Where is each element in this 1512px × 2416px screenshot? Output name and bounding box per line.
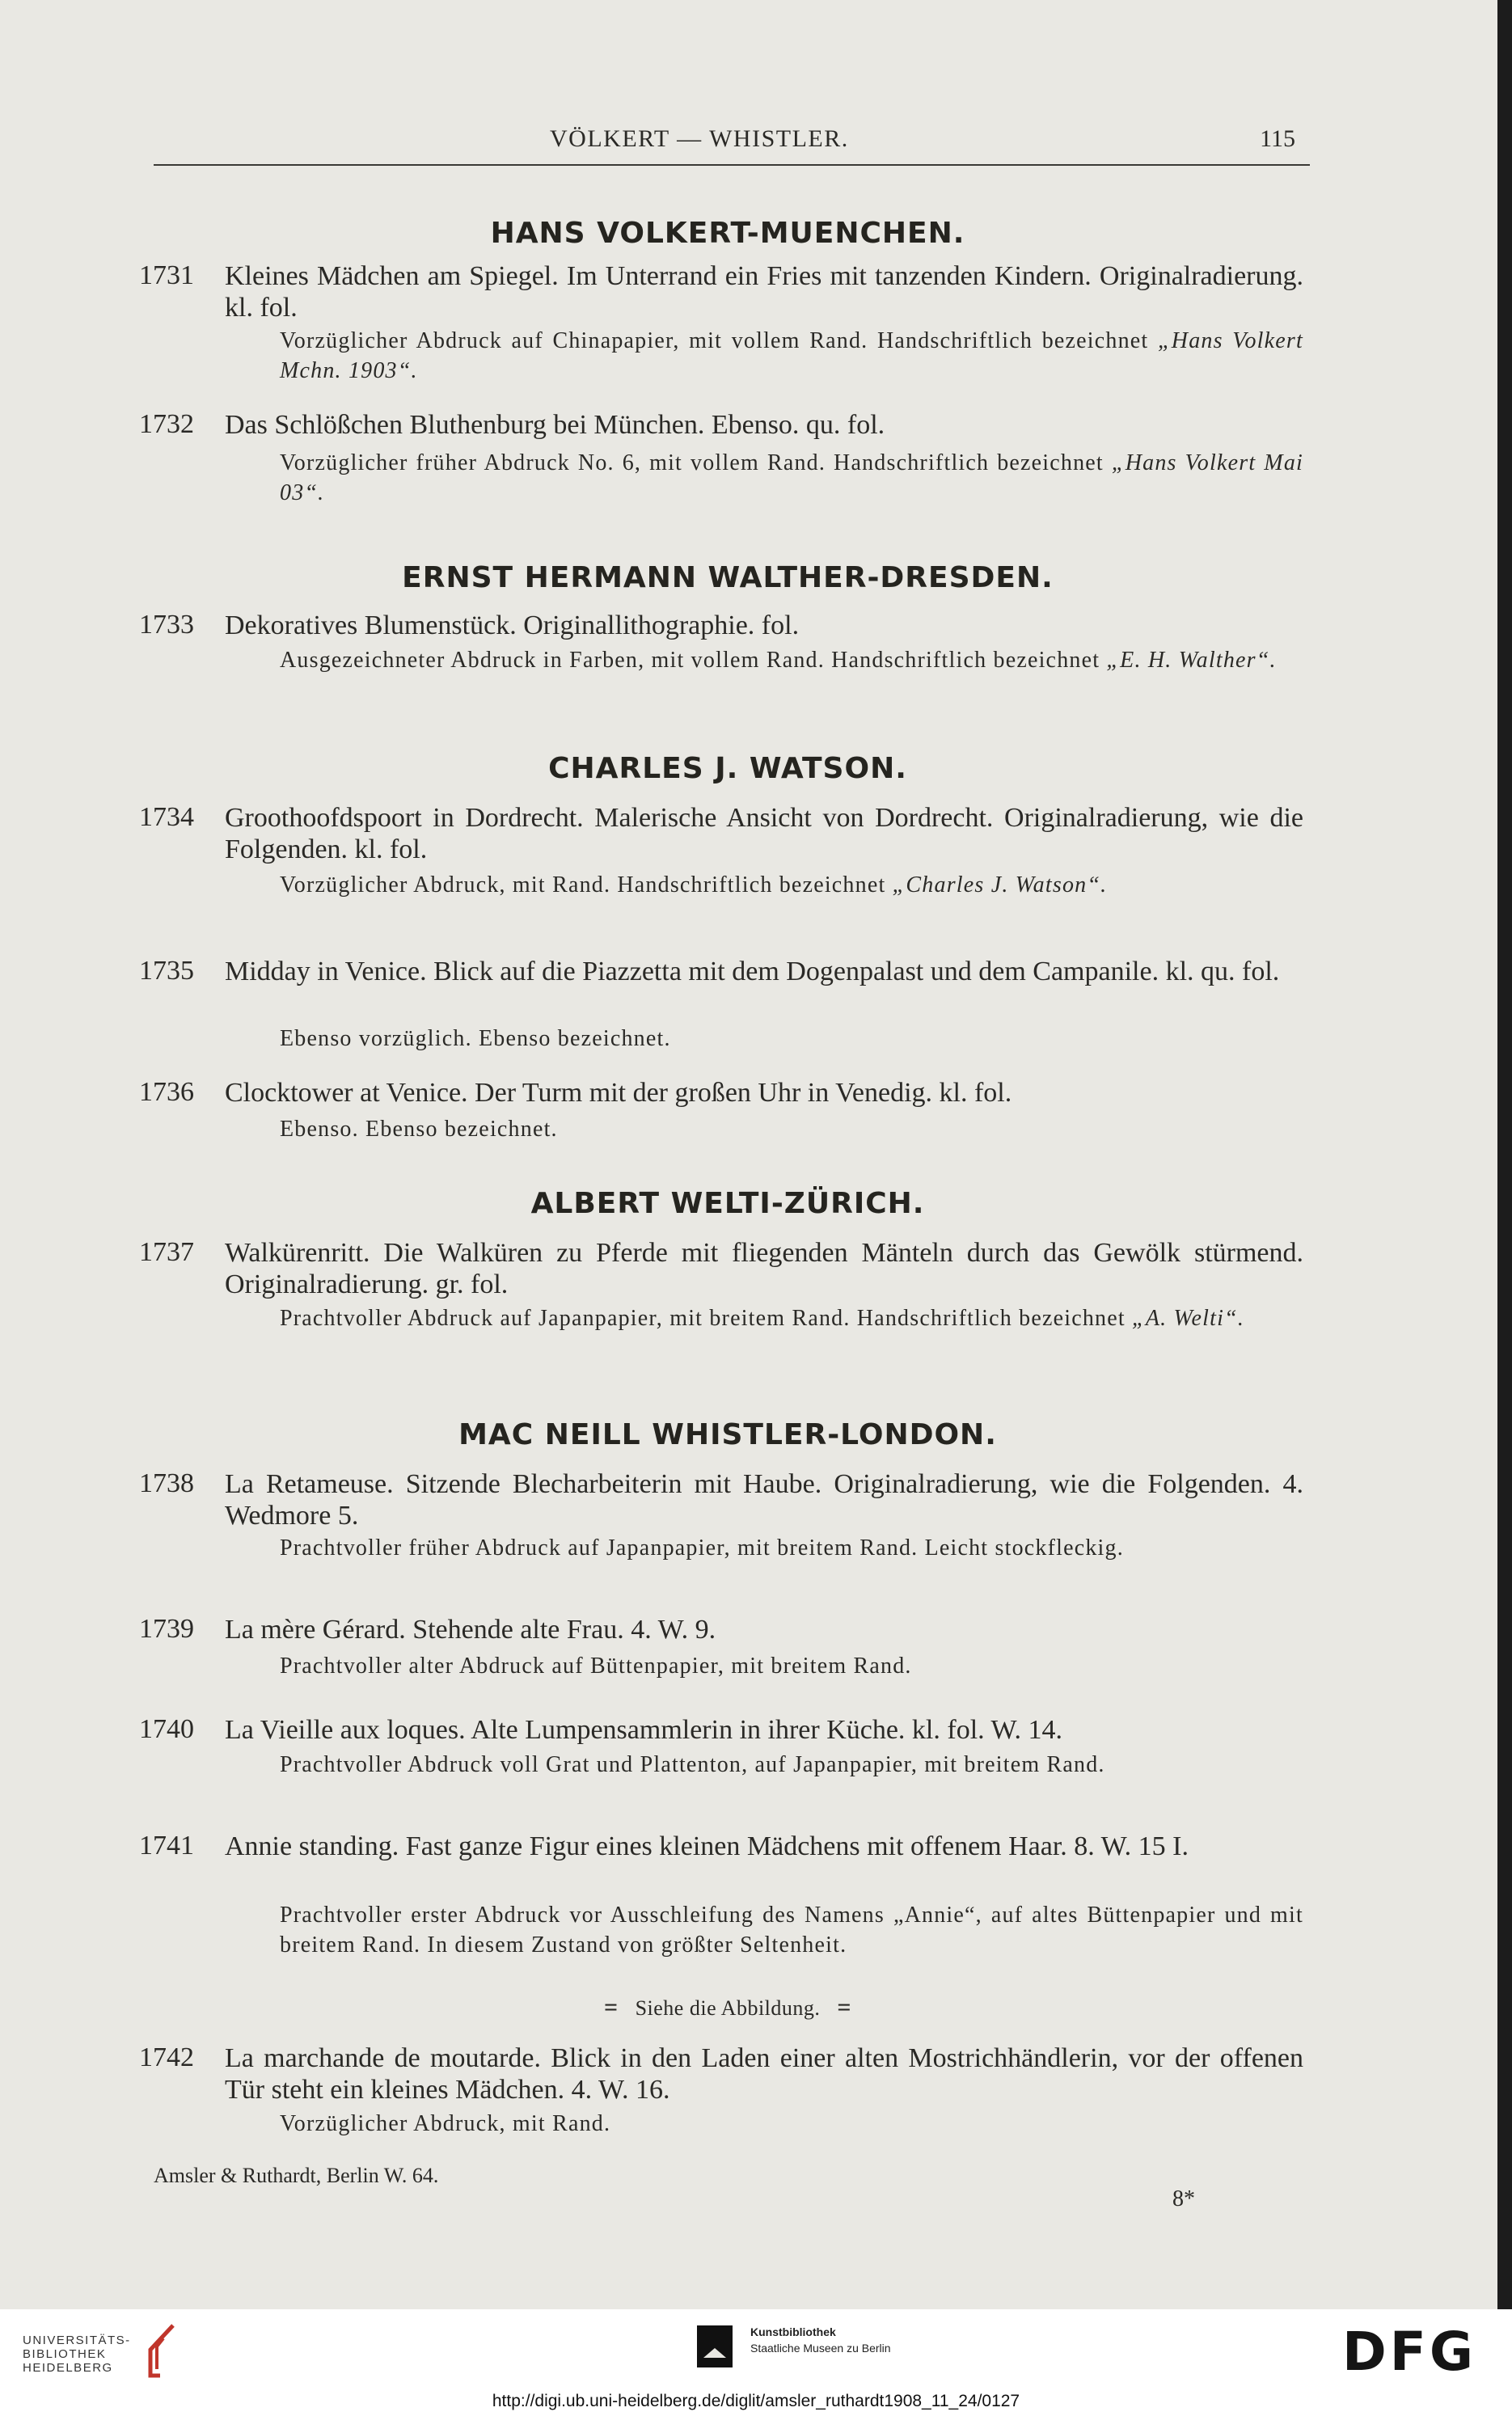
lot-note bbox=[280, 1651, 1303, 1681]
note-signature: „E. H. Walther“. bbox=[1106, 648, 1277, 673]
note-signature: „Hans Volkert Mchn. 1903“. bbox=[280, 328, 1303, 383]
note-text: Vorzüglicher Abdruck auf Chinapapier, mit vollem Rand. Handschriftlich bezeichnet bbox=[280, 328, 1149, 353]
lot-note bbox=[280, 1024, 1303, 1054]
lot-number: 1738 bbox=[139, 1468, 194, 1498]
lot-note bbox=[280, 1114, 1303, 1144]
kb-title: Kunstbibliothek bbox=[750, 2325, 836, 2338]
dfg-logo: DFG bbox=[1342, 2321, 1477, 2383]
note-text: Ausgezeichneter Abdruck in Farben, mit vollem Rand. Handschriftlich bezeichnet bbox=[280, 648, 1100, 673]
lot-note bbox=[280, 1900, 1303, 1960]
double-bar-mark: = bbox=[603, 1994, 619, 2021]
lot-title: Annie standing. Fast ganze Figur eines kleinen Mädchens mit offenem Haar. 8. W. 15 I. bbox=[225, 1831, 1189, 1861]
lot-number: 1742 bbox=[139, 2042, 194, 2072]
lot-title: Dekoratives Blumenstück. Originallithographie. fol. bbox=[225, 610, 800, 640]
lot-title: La marchande de moutarde. Blick in den Laden einer alten Mostrichhändlerin, vor der offenen Tür steht ein kleines Mädchen. 4. W. 16. bbox=[225, 2043, 1303, 2105]
lot-title: La Retameuse. Sitzende Blecharbeiterin mit Haube. Originalradierung, wie die Folgenden. 4. Wedmore 5. bbox=[225, 1469, 1303, 1531]
note-signature: „Hans Volkert Mai 03“. bbox=[280, 450, 1304, 505]
lot-title: La Vieille aux loques. Alte Lumpensammlerin in ihrer Küche. kl. fol. W. 14. bbox=[225, 1715, 1063, 1745]
running-title: VÖLKERT — WHISTLER. bbox=[550, 125, 849, 152]
lot-note bbox=[280, 448, 1303, 508]
scan-border bbox=[1497, 0, 1512, 2309]
note-text: Vorzüglicher Abdruck, mit Rand. bbox=[280, 2111, 611, 2136]
lot-number: 1740 bbox=[139, 1714, 194, 1744]
heidelberg-library-label bbox=[23, 2334, 131, 2375]
note-text: Prachtvoller erster Abdruck vor Ausschleifung des Namens „Annie“, auf altes Büttenpapier und mit breitem Rand. In diesem Zustand von größter Seltenheit. bbox=[280, 1903, 1303, 1958]
artist-heading: ERNST HERMANN WALTHER-DRESDEN. bbox=[402, 561, 1054, 594]
publisher-imprint: Amsler & Ruthardt, Berlin W. 64. bbox=[154, 2164, 439, 2187]
lot-title: Kleines Mädchen am Spiegel. Im Unterrand ein Fries mit tanzenden Kindern. Originalradierung. kl. fol. bbox=[225, 261, 1303, 323]
artist-heading: CHARLES J. WATSON. bbox=[548, 752, 907, 785]
lot-title: Midday in Venice. Blick auf die Piazzetta mit dem Dogenpalast und dem Campanile. kl. qu. fol. bbox=[225, 957, 1280, 986]
illustration-reference bbox=[558, 1994, 897, 2021]
lot-note bbox=[280, 1533, 1303, 1563]
note-text: Ebenso vorzüglich. Ebenso bezeichnet. bbox=[280, 1026, 671, 1051]
signature-mark: 8* bbox=[1172, 2186, 1195, 2211]
lot-title: Groothoofdspoort in Dordrecht. Malerische Ansicht von Dordrecht. Originalradierung, wie die Folgenden. kl. fol. bbox=[225, 803, 1303, 864]
note-text: Prachtvoller Abdruck voll Grat und Plattenton, auf Japanpapier, mit breitem Rand. bbox=[280, 1752, 1105, 1777]
note-signature: „A. Welti“. bbox=[1132, 1306, 1245, 1331]
note-text: Ebenso. Ebenso bezeichnet. bbox=[280, 1117, 558, 1142]
lot-number: 1741 bbox=[139, 1831, 194, 1861]
lot-note bbox=[280, 326, 1303, 386]
note-text: Vorzüglicher Abdruck, mit Rand. Handschriftlich bezeichnet bbox=[280, 872, 886, 898]
lot-number: 1735 bbox=[139, 956, 194, 986]
lot-number: 1733 bbox=[139, 610, 194, 640]
lot-note bbox=[280, 2109, 1303, 2139]
lot-number: 1736 bbox=[139, 1077, 194, 1107]
lot-number: 1734 bbox=[139, 802, 194, 832]
note-text: Prachtvoller früher Abdruck auf Japanpapier, mit breitem Rand. Leicht stockfleckig. bbox=[280, 1535, 1124, 1561]
artist-heading: MAC NEILL WHISTLER-LONDON. bbox=[458, 1418, 997, 1451]
double-bar-mark: = bbox=[837, 1994, 852, 2021]
page-number: 115 bbox=[1260, 125, 1295, 152]
kb-subtitle: Staatliche Museen zu Berlin bbox=[750, 2342, 891, 2355]
lot-note bbox=[280, 645, 1303, 675]
source-url[interactable]: http://digi.ub.uni-heidelberg.de/diglit/amsler_ruthardt1908_11_24/0127 bbox=[492, 2392, 1020, 2410]
running-head bbox=[154, 122, 1310, 166]
lot-title: Walkürenritt. Die Walküren zu Pferde mit fliegenden Mänteln durch das Gewölk stürmend. Originalradierung. gr. fol. bbox=[225, 1238, 1303, 1299]
lot-number: 1739 bbox=[139, 1614, 194, 1644]
lot-title: La mère Gérard. Stehende alte Frau. 4. W. 9. bbox=[225, 1615, 716, 1645]
lot-number: 1732 bbox=[139, 409, 194, 439]
lot-note bbox=[280, 1750, 1303, 1780]
lot-number: 1731 bbox=[139, 260, 194, 290]
heidelberg-line: UNIVERSITÄTS- bbox=[23, 2334, 131, 2347]
lot-number: 1737 bbox=[139, 1237, 194, 1267]
lot-title: Das Schlößchen Bluthenburg bei München. Ebenso. qu. fol. bbox=[225, 410, 885, 440]
heidelberg-line: BIBLIOTHEK bbox=[23, 2347, 107, 2361]
kunstbibliothek-logo-icon bbox=[695, 2322, 736, 2371]
heidelberg-logo-icon bbox=[141, 2322, 183, 2379]
illustration-text: Siehe die Abbildung. bbox=[635, 1996, 821, 2020]
note-text: Prachtvoller Abdruck auf Japanpapier, mit breitem Rand. Handschriftlich bezeichnet bbox=[280, 1306, 1126, 1331]
note-signature: „Charles J. Watson“. bbox=[892, 872, 1108, 898]
artist-heading: ALBERT WELTI-ZÜRICH. bbox=[530, 1187, 925, 1220]
artist-heading: HANS VOLKERT-MUENCHEN. bbox=[490, 217, 965, 250]
heidelberg-line: HEIDELBERG bbox=[23, 2361, 113, 2375]
lot-note bbox=[280, 870, 1303, 900]
kunstbibliothek-label bbox=[750, 2324, 891, 2356]
lot-note bbox=[280, 1303, 1303, 1333]
note-text: Prachtvoller alter Abdruck auf Büttenpapier, mit breitem Rand. bbox=[280, 1654, 912, 1679]
lot-title: Clocktower at Venice. Der Turm mit der großen Uhr in Venedig. kl. fol. bbox=[225, 1078, 1012, 1108]
note-text: Vorzüglicher früher Abdruck No. 6, mit vollem Rand. Handschriftlich bezeichnet bbox=[280, 450, 1104, 475]
